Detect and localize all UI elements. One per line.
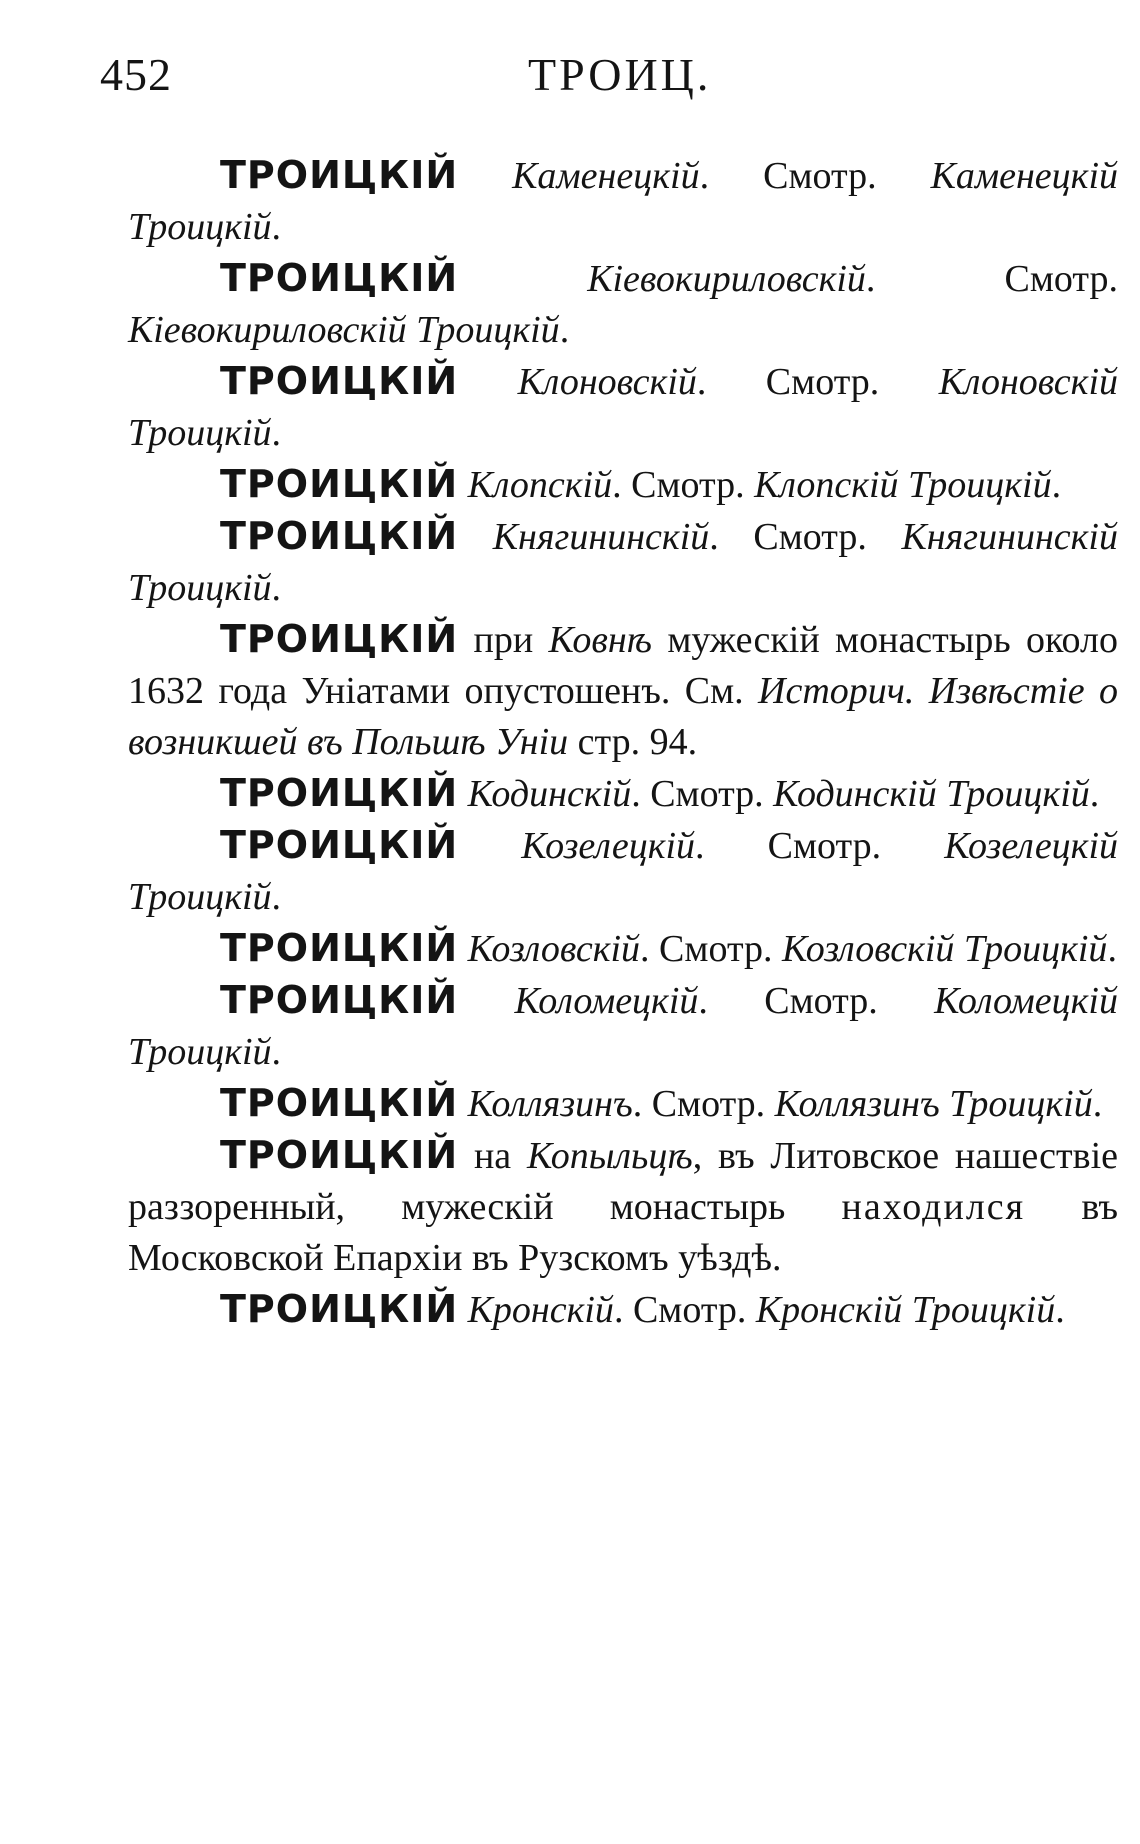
entry-text: . Смотр. — [696, 361, 939, 403]
entry-italic-text: Клопскій Троицкій — [754, 464, 1052, 506]
entry-italic-text: Козловскій — [467, 928, 641, 970]
dictionary-entry — [128, 150, 1118, 253]
entry-italic-text: Каменецкій — [512, 155, 700, 197]
dictionary-entry — [128, 356, 1118, 459]
entry-italic-text: Копыльцѣ — [526, 1135, 693, 1177]
entry-headword: ТРОИЦКІЙ — [220, 771, 459, 815]
entry-italic-text: Кіевокириловскій Троицкій — [128, 309, 560, 351]
entry-text: . Смотр. — [613, 1289, 756, 1331]
entry-text: . — [271, 1031, 282, 1073]
entry-text: . Смотр. — [632, 1083, 775, 1125]
entry-headword: ТРОИЦКІЙ — [220, 1287, 459, 1331]
entry-italic-text: Коломецкій — [514, 980, 699, 1022]
entry-text — [458, 1083, 468, 1125]
entry-italic-text: Княгининскій — [492, 516, 710, 558]
entry-text: . — [1055, 1289, 1065, 1331]
entry-text: . — [271, 412, 282, 454]
entry-text — [458, 980, 514, 1022]
entry-text — [458, 928, 468, 970]
running-title: ТРОИЦ. — [528, 49, 712, 100]
entry-text — [458, 1289, 468, 1331]
entry-headword: ТРОИЦКІЙ — [220, 359, 459, 403]
entry-headword: ТРОИЦКІЙ — [220, 514, 459, 558]
entry-text: . Смотр. — [865, 258, 1119, 300]
entry-italic-text: Кронскій — [467, 1289, 614, 1331]
entry-text: стр. 94. — [568, 721, 698, 763]
entry-text: , въ Литовское нашествіе раззоренный, мужескій монастырь — [128, 1135, 1119, 1228]
entry-italic-text: Клоновскій — [517, 361, 697, 403]
entry-text — [458, 361, 517, 403]
entry-italic-text: Княгининскій Троицкій — [128, 516, 1118, 609]
entry-italic-text: Козловскій Троицкій — [782, 928, 1108, 970]
entry-italic-text: Ковнѣ — [548, 619, 653, 661]
entry-text: въ Московской Епархіи въ Рузскомъ уѣздѣ. — [128, 1186, 1118, 1279]
entry-text: . Смотр. — [612, 464, 755, 506]
entry-text: . — [1092, 1083, 1103, 1125]
entry-headword: ТРОИЦКІЙ — [220, 617, 459, 661]
dictionary-entry — [128, 1130, 1118, 1284]
dictionary-entry — [128, 975, 1118, 1078]
entry-headword: ТРОИЦКІЙ — [220, 462, 459, 506]
entry-italic-text: Клоновскій Троицкій — [128, 361, 1118, 454]
entry-italic-text: Кіевокириловскій — [587, 258, 866, 300]
dictionary-entry — [128, 459, 1118, 511]
entry-text: . — [271, 567, 282, 609]
entry-text: . — [271, 206, 282, 248]
entry-text: . Смотр. — [631, 773, 774, 815]
entry-text: . Смотр. — [699, 155, 931, 197]
entry-spaced-text: находился — [841, 1186, 1026, 1228]
running-head — [0, 48, 1140, 108]
entry-italic-text: Коллязинъ — [467, 1083, 633, 1125]
entry-text: . — [559, 309, 570, 351]
entry-text — [458, 464, 468, 506]
entry-headword: ТРОИЦКІЙ — [220, 823, 459, 867]
entry-text — [458, 155, 512, 197]
entry-italic-text: Козелецкій Троицкій — [128, 825, 1119, 918]
dictionary-entry — [128, 768, 1118, 820]
entry-italic-text: Козелецкій — [521, 825, 696, 867]
entry-headword: ТРОИЦКІЙ — [220, 1081, 459, 1125]
dictionary-entry — [128, 511, 1118, 614]
entry-headword: ТРОИЦКІЙ — [220, 978, 459, 1022]
page-number: 452 — [100, 49, 172, 100]
entry-italic-text: Коломецкій Троицкій — [128, 980, 1118, 1073]
entry-text: . — [271, 876, 282, 918]
entry-text — [458, 516, 493, 558]
entry-text — [458, 825, 521, 867]
entry-text — [458, 773, 468, 815]
entry-headword: ТРОИЦКІЙ — [220, 256, 459, 300]
entry-text: . Смотр. — [640, 928, 783, 970]
entry-text: . — [1107, 928, 1117, 970]
entry-italic-text: Кронскій Троицкій — [755, 1289, 1056, 1331]
dictionary-entry — [128, 253, 1118, 356]
entry-headword: ТРОИЦКІЙ — [220, 153, 459, 197]
entry-text — [458, 258, 587, 300]
entry-text: мужескій монастырь около 1632 года Уніатами опустошенъ. См. — [128, 619, 1118, 712]
dictionary-entry — [128, 1284, 1118, 1336]
entry-headword: ТРОИЦКІЙ — [220, 1133, 459, 1177]
entry-text: . Смотр. — [698, 980, 935, 1022]
dictionary-entry — [128, 820, 1118, 923]
entry-italic-text: Кодинскій — [467, 773, 632, 815]
entry-italic-text: Историч. Извѣстіе о возникшей въ Польшѣ Уніи — [128, 670, 1118, 763]
entry-italic-text: Коллязинъ Троицкій — [774, 1083, 1093, 1125]
entry-text: на — [458, 1135, 527, 1177]
entry-text: . — [1051, 464, 1062, 506]
entry-text: . Смотр. — [695, 825, 945, 867]
entry-text: при — [458, 619, 549, 661]
entry-text: . Смотр. — [709, 516, 902, 558]
entry-headword: ТРОИЦКІЙ — [220, 926, 459, 970]
entry-italic-text: Клопскій — [467, 464, 613, 506]
dictionary-entry — [128, 923, 1118, 975]
entry-text: . — [1089, 773, 1100, 815]
dictionary-entry — [128, 1078, 1118, 1130]
dictionary-entries — [128, 150, 1118, 1336]
entry-italic-text: Каменецкій Троицкій — [128, 155, 1118, 248]
entry-italic-text: Кодинскій Троицкій — [773, 773, 1090, 815]
dictionary-entry — [128, 614, 1118, 768]
